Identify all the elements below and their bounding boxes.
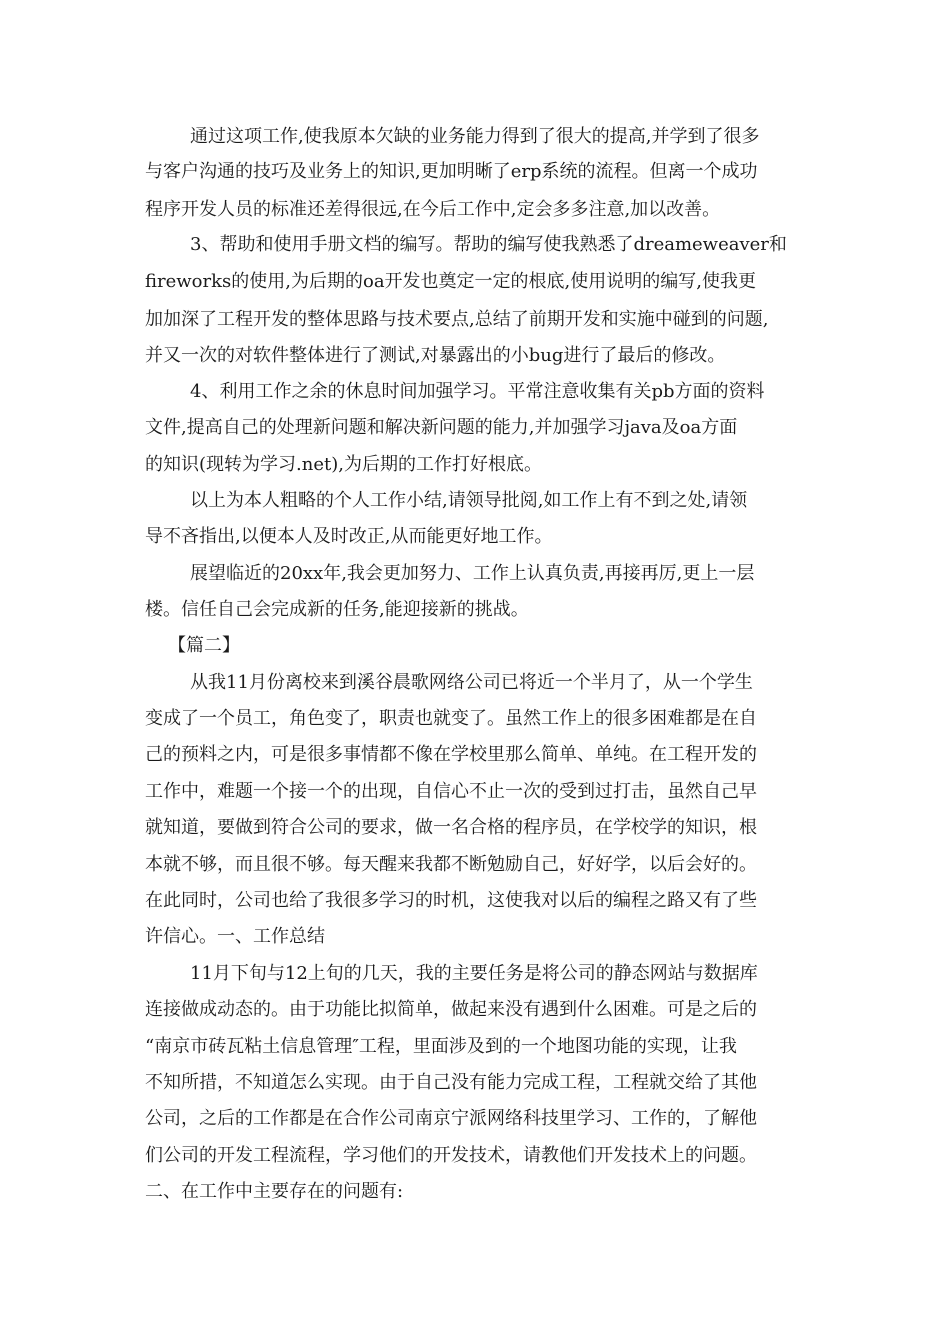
text-line: 4、利用工作之余的休息时间加强学习。平常注意收集有关pb方面的资料 xyxy=(190,381,765,402)
text-line: 己的预料之内，可是很多事情都不像在学校里那么简单、单纯。在工程开发的 xyxy=(145,744,757,765)
text-line: 二、在工作中主要存在的问题有: xyxy=(145,1181,404,1202)
text-line: 从我11月份离校来到溪谷晨歌网络公司已将近一个半月了，从一个学生 xyxy=(190,672,753,693)
text-line: 工作中，难题一个接一个的出现，自信心不止一次的受到过打击，虽然自己早 xyxy=(145,781,757,802)
text-line: 许信心。一、工作总结 xyxy=(145,926,325,947)
text-line: 文件,提高自己的处理新问题和解决新问题的能力,并加强学习java及oa方面 xyxy=(145,417,738,438)
text-line: 变成了一个员工，角色变了，职责也就变了。虽然工作上的很多困难都是在自 xyxy=(145,708,757,729)
text-line: 通过这项工作,使我原本欠缺的业务能力得到了很大的提高,并学到了很多 xyxy=(190,126,760,147)
section-heading: 【篇二】 xyxy=(168,635,240,656)
text-line: 以上为本人粗略的个人工作小结,请领导批阅,如工作上有不到之处,请领 xyxy=(190,490,748,511)
text-line: 本就不够，而且很不够。每天醒来我都不断勉励自己，好好学，以后会好的。 xyxy=(145,854,757,875)
text-line: fireworks的使用,为后期的oa开发也奠定一定的根底,使用说明的编写,使我更 xyxy=(145,271,756,292)
text-line: 导不吝指出,以便本人及时改正,从而能更好地工作。 xyxy=(145,526,553,547)
text-line: 公司，之后的工作都是在合作公司南京宁派网络科技里学习、工作的，了解他 xyxy=(145,1108,757,1129)
text-line: 11月下旬与12上旬的几天，我的主要任务是将公司的静态网站与数据库 xyxy=(190,963,758,984)
text-line: 们公司的开发工程流程，学习他们的开发技术，请教他们开发技术上的问题。 xyxy=(145,1145,757,1166)
text-line: 展望临近的20xx年,我会更加努力、工作上认真负责,再接再厉,更上一层 xyxy=(190,563,755,584)
text-line: 程序开发人员的标准还差得很远,在今后工作中,定会多多注意,加以改善。 xyxy=(145,199,721,220)
text-line: 的知识(现转为学习.net),为后期的工作打好根底。 xyxy=(145,454,542,475)
text-line: 并又一次的对软件整体进行了测试,对暴露出的小bug进行了最后的修改。 xyxy=(145,345,726,366)
text-line: 连接做成动态的。由于功能比拟简单，做起来没有遇到什么困难。可是之后的 xyxy=(145,999,757,1020)
text-line: 就知道，要做到符合公司的要求，做一名合格的程序员，在学校学的知识，根 xyxy=(145,817,757,838)
text-line: 不知所措，不知道怎么实现。由于自己没有能力完成工程，工程就交给了其他 xyxy=(145,1072,757,1093)
text-line: “南京市砖瓦粘土信息管理″工程，里面涉及到的一个地图功能的实现，让我 xyxy=(145,1036,737,1057)
text-line: 与客户沟通的技巧及业务上的知识,更加明晰了erp系统的流程。但离一个成功 xyxy=(145,161,758,182)
text-line: 楼。信任自己会完成新的任务,能迎接新的挑战。 xyxy=(145,599,529,620)
text-line: 3、帮助和使用手册文档的编写。帮助的编写使我熟悉了dreameweaver和 xyxy=(190,234,787,255)
text-line: 加加深了工程开发的整体思路与技术要点,总结了前期开发和实施中碰到的问题, xyxy=(145,309,769,330)
text-line: 在此同时，公司也给了我很多学习的时机，这使我对以后的编程之路又有了些 xyxy=(145,890,757,911)
